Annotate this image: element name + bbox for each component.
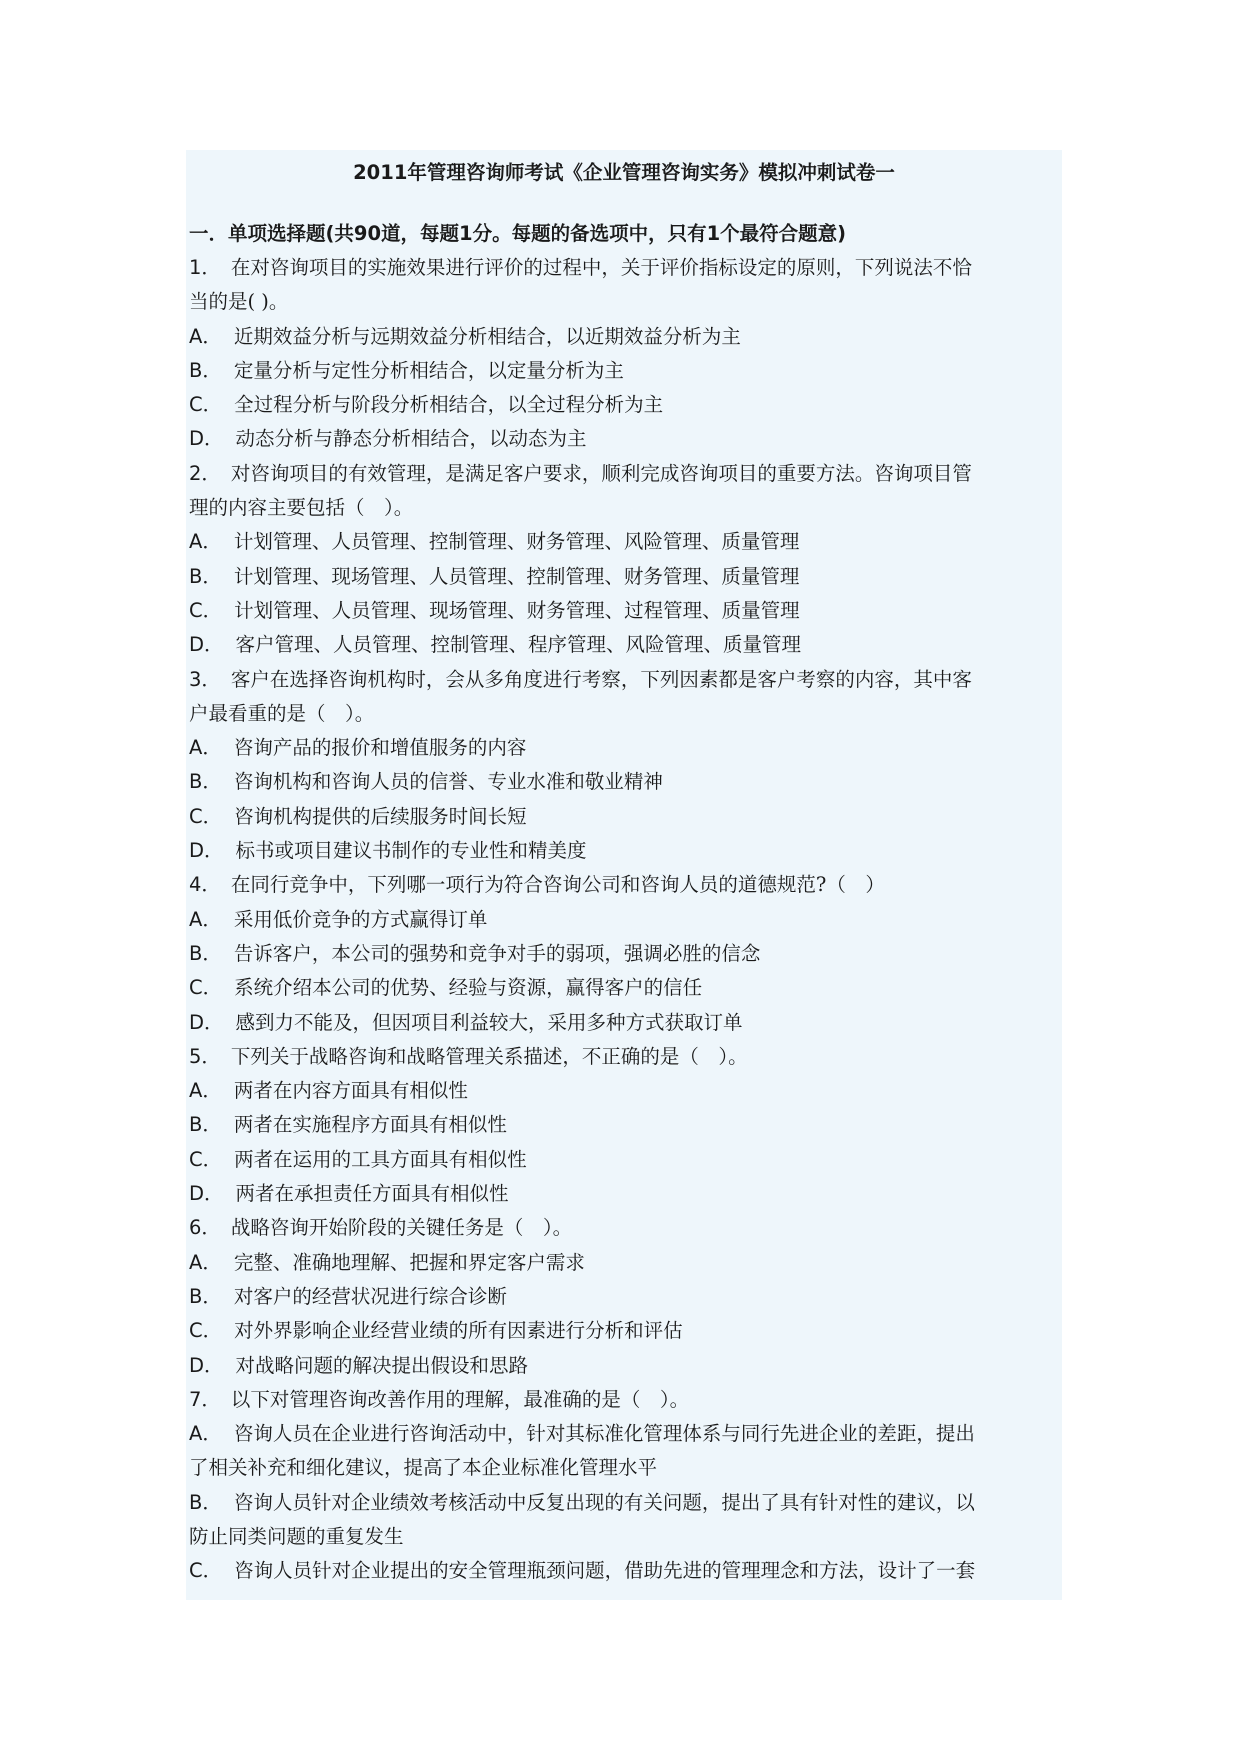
option-text: 计划管理、人员管理、控制管理、财务管理、风险管理、质量管理 xyxy=(233,530,800,554)
option-text: 系统介绍本公司的优势、经验与资源，赢得客户的信任 xyxy=(234,976,703,1000)
option-text: 采用低价竞争的方式赢得订单 xyxy=(233,907,488,931)
answer-option xyxy=(189,937,1061,971)
option-letter: B． xyxy=(189,1284,222,1308)
answer-option-line xyxy=(189,971,1061,1005)
question-stem-text: 以下对管理咨询改善作用的理解，最准确的是（ ）。 xyxy=(230,1387,690,1411)
answer-option xyxy=(189,1486,1061,1555)
option-text: 计划管理、人员管理、现场管理、财务管理、过程管理、质量管理 xyxy=(234,598,800,622)
answer-option-line xyxy=(189,422,1061,456)
answer-option xyxy=(189,628,1061,662)
answer-option-line xyxy=(189,1349,1061,1383)
answer-option xyxy=(189,1554,1061,1588)
question-number: 4． xyxy=(189,873,221,897)
option-letter: A． xyxy=(189,907,222,931)
option-text: 两者在实施程序方面具有相似性 xyxy=(233,1113,507,1137)
answer-option xyxy=(189,1349,1061,1383)
option-text: 咨询产品的报价和增值服务的内容 xyxy=(233,736,527,760)
question-stem-line xyxy=(189,457,1061,491)
option-letter: B． xyxy=(189,1113,222,1137)
answer-option xyxy=(189,1108,1061,1142)
answer-option xyxy=(189,354,1061,388)
option-text: 全过程分析与阶段分析相结合，以全过程分析为主 xyxy=(234,393,664,417)
question-item xyxy=(189,457,1061,663)
answer-option-line xyxy=(189,937,1061,971)
answer-option-line xyxy=(189,1108,1061,1142)
section-heading: 一．单项选择题(共90道，每题1分。每题的备选项中，只有1个最符合题意) xyxy=(189,222,847,245)
option-letter: B． xyxy=(189,564,222,588)
option-text: 两者在内容方面具有相似性 xyxy=(233,1079,468,1103)
question-item xyxy=(189,868,1061,1039)
option-text: 感到力不能及，但因项目利益较大，采用多种方式获取订单 xyxy=(235,1010,743,1034)
answer-option-line xyxy=(189,354,1061,388)
answer-option xyxy=(189,1006,1061,1040)
option-text: 防止同类问题的重复发生 xyxy=(189,1524,404,1548)
question-list xyxy=(189,251,1061,1589)
question-item xyxy=(189,1040,1061,1211)
question-stem-text: 下列关于战略咨询和战略管理关系描述，不正确的是（ ）。 xyxy=(230,1044,748,1068)
answer-option-line xyxy=(189,1006,1061,1040)
question-stem-text: 对咨询项目的有效管理，是满足客户要求，顺利完成咨询项目的重要方法。咨询项目管 xyxy=(230,461,972,485)
option-letter: A． xyxy=(189,1422,222,1446)
answer-option-line xyxy=(189,903,1061,937)
answer-option xyxy=(189,422,1061,456)
option-text: 近期效益分析与远期效益分析相结合，以近期效益分析为主 xyxy=(233,324,741,348)
answer-option-line xyxy=(189,1246,1061,1280)
option-text: 告诉客户，本公司的强势和竞争对手的弱项，强调必胜的信念 xyxy=(233,941,761,965)
option-letter: D． xyxy=(189,1353,224,1377)
option-text: 咨询人员针对企业绩效考核活动中反复出现的有关问题，提出了具有针对性的建议，以 xyxy=(233,1490,975,1514)
option-letter: C． xyxy=(189,393,223,417)
option-letter: A． xyxy=(189,1250,222,1274)
answer-option xyxy=(189,560,1061,594)
option-text: 两者在运用的工具方面具有相似性 xyxy=(234,1147,527,1171)
question-number: 1． xyxy=(189,256,221,279)
option-letter: A． xyxy=(189,530,222,554)
question-stem-line xyxy=(189,697,1061,731)
question-stem-line xyxy=(189,251,1061,285)
option-text: 对外界影响企业经营业绩的所有因素进行分析和评估 xyxy=(234,1319,683,1343)
question-number: 6． xyxy=(189,1216,221,1240)
option-text: 咨询机构和咨询人员的信誉、专业水准和敬业精神 xyxy=(233,770,663,794)
answer-option-line xyxy=(189,834,1061,868)
answer-option xyxy=(189,1314,1061,1348)
option-letter: C． xyxy=(189,598,223,622)
question-item xyxy=(189,663,1061,869)
option-text: 计划管理、现场管理、人员管理、控制管理、财务管理、质量管理 xyxy=(233,564,800,588)
option-text: 咨询人员针对企业提出的安全管理瓶颈问题，借助先进的管理理念和方法，设计了一套 xyxy=(234,1559,976,1583)
answer-option-line xyxy=(189,731,1061,765)
answer-option-line xyxy=(189,594,1061,628)
question-number: 5． xyxy=(189,1044,221,1068)
question-stem-line xyxy=(189,1383,1061,1417)
answer-option-line xyxy=(189,525,1061,559)
answer-option xyxy=(189,320,1061,354)
answer-option-line xyxy=(189,628,1061,662)
answer-option-line xyxy=(189,1143,1061,1177)
answer-option xyxy=(189,800,1061,834)
option-text: 标书或项目建议书制作的专业性和精美度 xyxy=(235,839,587,863)
question-stem-line xyxy=(189,868,1061,902)
answer-option-line xyxy=(189,1417,1061,1451)
answer-option-line xyxy=(189,1074,1061,1108)
option-letter: B． xyxy=(189,358,222,382)
question-stem-text: 在对咨询项目的实施效果进行评价的过程中，关于评价指标设定的原则，下列说法不恰 xyxy=(230,256,972,279)
option-letter: D． xyxy=(189,1010,224,1034)
question-stem-text: 战略咨询开始阶段的关键任务是（ ）。 xyxy=(230,1216,573,1240)
answer-option-line xyxy=(189,1314,1061,1348)
option-text: 对战略问题的解决提出假设和思路 xyxy=(235,1353,529,1377)
answer-option xyxy=(189,731,1061,765)
option-letter: B． xyxy=(189,770,222,794)
answer-option xyxy=(189,765,1061,799)
option-letter: C． xyxy=(189,1319,223,1343)
answer-option xyxy=(189,388,1061,422)
option-letter: A． xyxy=(189,1079,222,1103)
option-letter: D． xyxy=(189,1182,224,1206)
answer-option-line xyxy=(189,1554,1061,1588)
answer-option-line xyxy=(189,388,1061,422)
option-text: 定量分析与定性分析相结合，以定量分析为主 xyxy=(233,358,624,382)
answer-option-line xyxy=(189,320,1061,354)
question-stem-line xyxy=(189,1211,1061,1245)
option-letter: D． xyxy=(189,839,224,863)
question-stem-text: 在同行竞争中，下列哪一项行为符合咨询公司和咨询人员的道德规范?（ ） xyxy=(230,873,885,897)
answer-option xyxy=(189,834,1061,868)
answer-option xyxy=(189,971,1061,1005)
question-number: 2． xyxy=(189,461,221,485)
question-stem-text: 当的是( )。 xyxy=(189,290,289,314)
question-stem-text: 户最看重的是（ ）。 xyxy=(189,701,375,725)
option-letter: A． xyxy=(189,736,222,760)
answer-option xyxy=(189,525,1061,559)
option-text: 完整、准确地理解、把握和界定客户需求 xyxy=(233,1250,585,1274)
option-text: 对客户的经营状况进行综合诊断 xyxy=(233,1284,507,1308)
option-text: 动态分析与静态分析相结合，以动态为主 xyxy=(235,427,587,451)
answer-option xyxy=(189,1177,1061,1211)
question-item xyxy=(189,1211,1061,1382)
option-text: 两者在承担责任方面具有相似性 xyxy=(235,1182,509,1206)
question-stem-text: 客户在选择咨询机构时，会从多角度进行考察，下列因素都是客户考察的内容，其中客 xyxy=(230,667,972,691)
question-stem-line xyxy=(189,285,1061,319)
question-stem-line xyxy=(189,1040,1061,1074)
option-text: 客户管理、人员管理、控制管理、程序管理、风险管理、质量管理 xyxy=(235,633,802,657)
option-letter: C． xyxy=(189,804,223,828)
option-text: 了相关补充和细化建议，提高了本企业标准化管理水平 xyxy=(189,1456,658,1480)
answer-option-line xyxy=(189,1451,1061,1485)
question-stem-text: 理的内容主要包括（ ）。 xyxy=(189,496,414,520)
answer-option-line xyxy=(189,1280,1061,1314)
answer-option xyxy=(189,1246,1061,1280)
answer-option-line xyxy=(189,1177,1061,1211)
question-item xyxy=(189,251,1061,457)
option-letter: D． xyxy=(189,427,224,451)
option-letter: C． xyxy=(189,976,223,1000)
question-stem-line xyxy=(189,491,1061,525)
answer-option-line xyxy=(189,765,1061,799)
answer-option-line xyxy=(189,560,1061,594)
answer-option-line xyxy=(189,800,1061,834)
option-letter: A． xyxy=(189,324,222,348)
option-letter: B． xyxy=(189,1490,222,1514)
answer-option xyxy=(189,903,1061,937)
answer-option xyxy=(189,594,1061,628)
answer-option xyxy=(189,1280,1061,1314)
option-letter: D． xyxy=(189,633,224,657)
document-title: 2011年管理咨询师考试《企业管理咨询实务》模拟冲刺试卷一 xyxy=(353,161,895,184)
answer-option-line xyxy=(189,1520,1061,1554)
option-text: 咨询机构提供的后续服务时间长短 xyxy=(234,804,527,828)
option-text: 咨询人员在企业进行咨询活动中，针对其标准化管理体系与同行先进企业的差距，提出 xyxy=(233,1422,975,1446)
option-letter: B． xyxy=(189,941,222,965)
answer-option xyxy=(189,1417,1061,1486)
answer-option-line xyxy=(189,1486,1061,1520)
answer-option xyxy=(189,1143,1061,1177)
answer-option xyxy=(189,1074,1061,1108)
option-letter: C． xyxy=(189,1147,223,1171)
question-number: 7． xyxy=(189,1387,221,1411)
question-number: 3． xyxy=(189,667,221,691)
question-stem-line xyxy=(189,663,1061,697)
question-item xyxy=(189,1383,1061,1589)
option-letter: C． xyxy=(189,1559,223,1583)
